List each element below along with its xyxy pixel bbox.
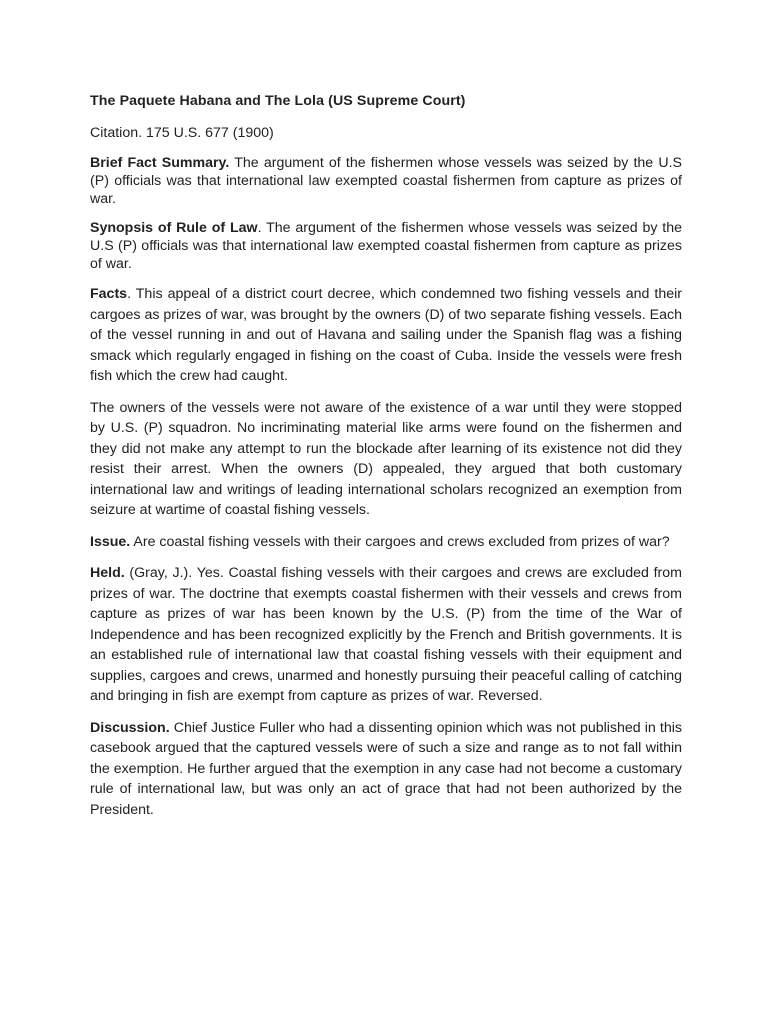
held-paragraph: [90, 563, 682, 707]
document-title: The Paquete Habana and The Lola (US Supreme Court): [90, 93, 466, 109]
brief-fact-summary-text: The argument of the fishermen whose vessels was seized by the U.S (P) officials was that international law exempted coastal fishermen from capture as prizes of war.: [90, 155, 682, 207]
held-label: Held.: [90, 565, 125, 581]
facts-continued-paragraph: The owners of the vessels were not aware of the existence of a war until they were stopped by U.S. (P) squadron. No incriminating material like arms were found on the fishermen and they did not make any attempt to run the blockade after learning of its existence not did they resist their arrest. When the owners (D) appealed, they argued that both customary international law and writings of leading international scholars recognized an exemption from seizure at wartime of coastal fishing vessels.: [90, 399, 682, 518]
brief-fact-summary-label: Brief Fact Summary.: [90, 155, 230, 171]
synopsis-paragraph: [90, 219, 682, 273]
discussion-text: Chief Justice Fuller who had a dissenting opinion which was not published in this casebook argued that the captured vessels were of such a size and range as to not fall within the exemption. He further argued that the exemption in any case had not become a customary rule of international law, but was only an act of grace that had not been authorized by the President.: [90, 719, 682, 818]
synopsis-label: Synopsis of Rule of Law: [90, 220, 258, 236]
issue-text: Are coastal fishing vessels with their cargoes and crews excluded from prizes of war?: [130, 533, 670, 550]
discussion-paragraph: [90, 718, 682, 821]
issue-label: Issue.: [90, 533, 131, 550]
discussion-label: Discussion.: [90, 719, 170, 736]
brief-fact-summary-paragraph: [90, 154, 682, 208]
facts-paragraph: [90, 284, 682, 387]
citation-line: Citation. 175 U.S. 677 (1900): [90, 124, 274, 141]
held-text: (Gray, J.). Yes. Coastal fishing vessels with their cargoes and crews are excluded from prizes of war. The doctrine that exempts coastal fishermen with their vessels and crews from capture as prizes of war has been known by the U.S. (P) from the time of the War of Independence and has been recognized explicitly by the French and British governments. It is an established rule of international law that coastal fishing vessels with their equipment and supplies, cargoes and crews, unarmed and honestly pursuing their peaceful calling of catching and bringing in fish are exempt from capture as prizes of war. Reversed.: [90, 565, 682, 704]
facts-text: . This appeal of a district court decree, which condemned two fishing vessels and their cargoes as prizes of war, was brought by the owners (D) of two separate fishing vessels. Each of the vessel running in and out of Havana and sailing under the Spanish flag was a fishing smack which regularly engaged in fishing on the coast of Cuba. Inside the vessels were fresh fish which the crew had caught.: [90, 286, 682, 384]
issue-paragraph: [90, 532, 682, 553]
synopsis-text: . The argument of the fishermen whose vessels was seized by the U.S (P) officials was that international law exempted coastal fishermen from capture as prizes of war.: [90, 220, 682, 272]
facts-label: Facts: [90, 286, 128, 302]
document-body: [90, 91, 682, 831]
